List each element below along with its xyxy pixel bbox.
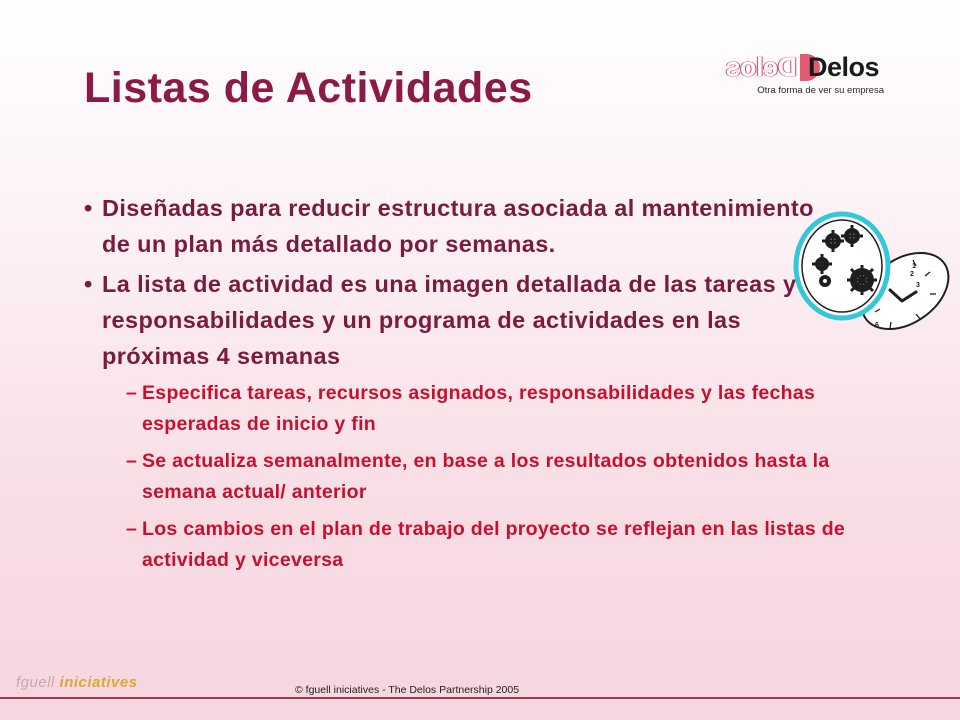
clock-number: 1: [912, 263, 916, 270]
bullet-list: [84, 190, 884, 582]
dash-marker: –: [126, 450, 138, 472]
subitem: [126, 378, 884, 440]
logo-mirror-wordmark: Delos: [726, 52, 798, 82]
gears-clock-illustration: [790, 206, 950, 346]
subitem: [126, 514, 884, 576]
clock-number: 2: [910, 271, 914, 278]
clock-number: 3: [916, 282, 920, 289]
logo-wordmark: Delos: [808, 52, 880, 82]
clock-number: 6: [875, 322, 879, 329]
footer-brand-part2: iniciatives: [59, 674, 138, 691]
slide-title: Listas de Actividades: [84, 64, 533, 112]
subitem-text: Los cambios en el plan de trabajo del proyecto se reflejan en las listas de actividad y viceversa: [142, 518, 846, 571]
footer-brand-logo: [16, 674, 138, 691]
bullet-text: La lista de actividad es una imagen detallada de las tareas y responsabilidades y un programa de actividades en las próximas 4 semanas: [102, 271, 797, 369]
dash-marker: –: [126, 518, 138, 540]
dash-marker: –: [126, 382, 138, 404]
delos-logo: [722, 52, 892, 100]
subitem-text: Especifica tareas, recursos asignados, responsabilidades y las fechas esperadas de inicio y fin: [142, 382, 816, 435]
bullet-marker: •: [84, 195, 93, 221]
footer-copyright: © fguell iniciatives - The Delos Partnership 2005: [295, 684, 520, 696]
subitem: [126, 446, 884, 508]
gears-icon: [796, 214, 888, 318]
bullet-text: Diseñadas para reducir estructura asociada al mantenimiento de un plan más detallado por semanas.: [102, 195, 814, 257]
bullet-item: [84, 266, 822, 374]
footer-brand-part1: fguell: [16, 674, 55, 691]
subitem-text: Se actualiza semanalmente, en base a los resultados obtenidos hasta la semana actual/ anterior: [142, 450, 830, 503]
logo-tagline: Otra forma de ver su empresa: [757, 85, 884, 96]
bullet-marker: •: [84, 271, 93, 297]
bullet-item: [84, 190, 822, 262]
footer-divider: [0, 697, 960, 699]
